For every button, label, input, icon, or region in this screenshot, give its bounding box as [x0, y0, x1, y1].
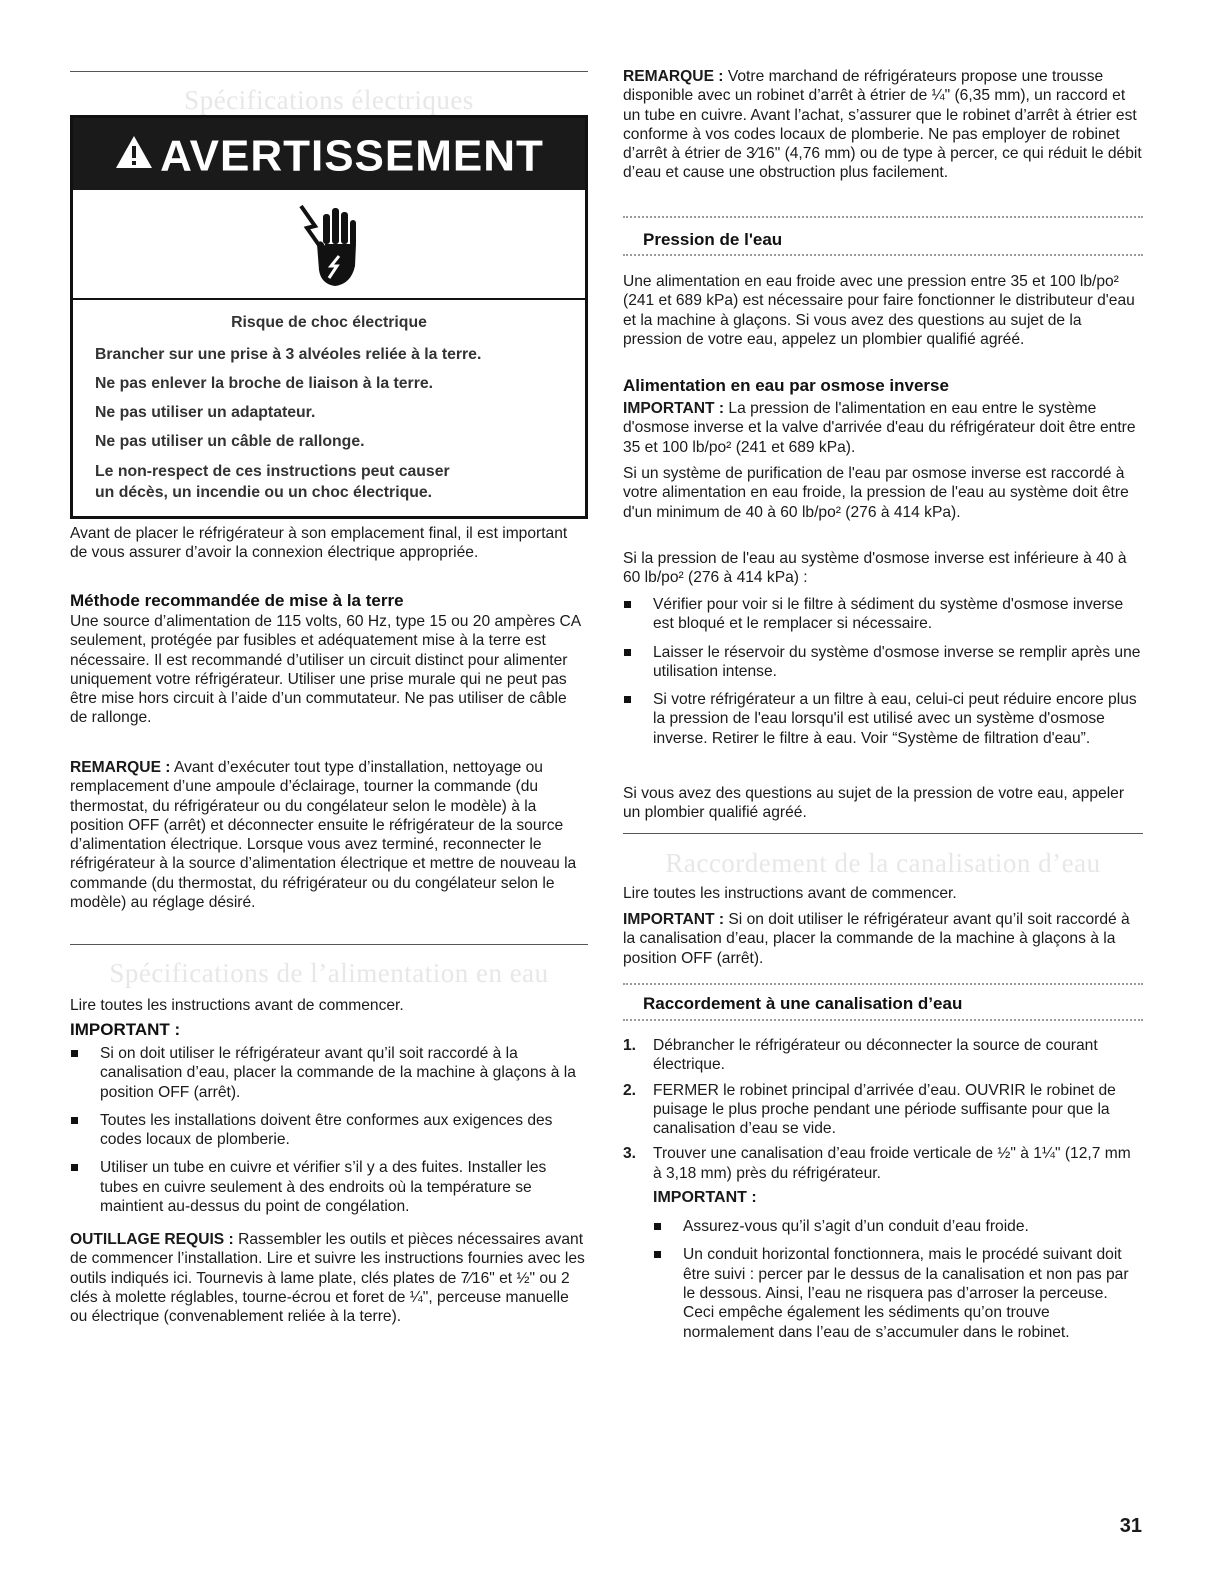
remark-text: Avant d’exécuter tout type d’installation, nettoyage ou remplacement d’une ampoule d’éclairage, tourner la commande (du thermostat, du réfrigérateur ou du congélateur selon le modèle) à la position OFF (arrêt) et déconnecter ensuite le réfrigérateur de la source d’alimentation électrique. Lorsque vous avez terminé, reconnecter le réfrigérateur à la source d’alimentation électrique et mettre de nouveau la commande (du thermostat, du réfrigérateur ou du congélateur selon le modèle) au réglage désiré.: [70, 759, 577, 912]
step3-important-label: IMPORTANT :: [653, 1189, 757, 1207]
list-item: 2. FERMER le robinet principal d’arrivée d’eau. OUVRIR le robinet de puisage le plus proche pendant une période suffisante pour que la canalisation d’eau se vide.: [623, 1081, 1116, 1138]
divider-dotted: [623, 216, 1143, 218]
tools-label: OUTILLAGE REQUIS :: [70, 1231, 234, 1248]
water-pressure-text: Une alimentation en eau froide avec une pression entre 35 et 100 lb/po² (241 et 689 kPa) est nécessaire pour faire fonctionner le distributeur d'eau et la machine à glaçons. Si vous avez des questions au sujet de la pression de votre eau, appelez un plombier qualifié agréé.: [623, 273, 1135, 348]
important-label: IMPORTANT :: [623, 400, 725, 417]
water-pressure-heading: Pression de l'eau: [643, 230, 783, 249]
water-line-read-all: Lire toutes les instructions avant de commencer.: [623, 885, 957, 902]
remark-text: Votre marchand de réfrigérateurs propose une trousse disponible avec un robinet d’arrêt à étrier de ¼" (6,35 mm), un raccord et un tube en cuivre. Avant l’achat, s’assurer que le robinet d’arrêt à étrier est conforme à vos codes locaux de plomberie. Ne pas employer de robinet d’arrêt à étrier de 3⁄16" (4,76 mm) ou de type à percer, ce qui réduit le débit d’eau et cause une obstruction plus facilement.: [623, 68, 1142, 182]
list-item: Utiliser un tube en cuivre et vérifier s’il y a des fuites. Installer les tubes en cuivre seulement à des endroits où la température se maintient au-dessus du point de congélation.: [70, 1158, 588, 1216]
electrical-intro: Avant de placer le réfrigérateur à son emplacement final, il est important de vous assurer d’avoir la connexion électrique appropriée.: [70, 525, 568, 562]
section-rule-water-supply: [70, 944, 588, 945]
electric-shock-hand-icon: [295, 200, 365, 290]
warning-title: AVERTISSEMENT: [160, 131, 544, 181]
water-important-bullets: [70, 1044, 588, 1225]
water-line-important: [623, 910, 1143, 968]
list-item: Laisser le réservoir du système d'osmose inverse se remplir après une utilisation intense.: [623, 643, 1143, 682]
shutoff-valve-remark: [623, 67, 1143, 183]
list-item: 3. Trouver une canalisation d’eau froide verticale de ½" à 1¼" (12,7 mm à 3,18 mm) près du réfrigérateur.: [623, 1145, 1131, 1182]
list-item: 1. Débrancher le réfrigérateur ou déconnecter la source de courant électrique.: [623, 1037, 1098, 1074]
section-title-electrical: Spécifications électriques: [184, 85, 474, 115]
divider-dotted: [623, 983, 1143, 985]
list-item: Si votre réfrigérateur a un filtre à eau, celui-ci peut réduire encore plus la pression de l'eau lorsqu'il est utilisé avec un système d'osmose inverse. Retirer le filtre à eau. Voir “Système de filtration d'eau”.: [623, 690, 1143, 748]
tools-text: Rassembler les outils et pièces nécessaires avant de commencer l’installation. Lire et suivre les instructions fournies avec les outils indiqués ici. Tournevis à lame plate, clés plates de 7⁄16" et ½" ou 2 clés à molette réglables, tourne-écrou et foret de ¼", perceuse manuelle ou électrique (convenablement reliée à la terre).: [70, 1231, 585, 1326]
warning-banner: [73, 118, 585, 190]
reverse-osmosis-paragraph-3: Si la pression de l'eau au système d'osmose inverse est inférieure à 40 à 60 lb/po² (276 à 414 kPa) :: [623, 550, 1127, 587]
divider-dotted: [623, 1019, 1143, 1021]
list-item: Assurez-vous qu’il s’agit d’un conduit d’eau froide.: [653, 1217, 1143, 1236]
list-item: Toutes les installations doivent être conformes aux exigences des codes locaux de plomberie.: [70, 1111, 588, 1150]
grounding-method-heading: Méthode recommandée de mise à la terre: [70, 591, 404, 610]
remark-label: REMARQUE :: [70, 759, 171, 776]
important-text: La pression de l'alimentation en eau entre le système d'osmose inverse et la valve d'arrivée d'eau du réfrigérateur doit être entre 35 et 100 lb/po² (241 et 689 kPa).: [623, 400, 1136, 456]
reverse-osmosis-paragraph-4: Si vous avez des questions au sujet de la pression de votre eau, appeler un plombier qualifié agréé.: [623, 785, 1125, 822]
warning-triangle-icon: [114, 120, 154, 192]
section-rule-top: [70, 71, 588, 72]
water-read-all: Lire toutes les instructions avant de commencer.: [70, 997, 404, 1014]
section-title-water-supply: Spécifications de l’alimentation en eau: [109, 958, 549, 988]
warning-line-ground-outlet: Brancher sur une prise à 3 alvéoles reliée à la terre.: [95, 346, 482, 363]
water-important-label: IMPORTANT :: [70, 1020, 181, 1039]
list-item: Si on doit utiliser le réfrigérateur avant qu’il soit raccordé à la canalisation d’eau, placer la commande de la machine à glaçons à la position OFF (arrêt).: [70, 1044, 588, 1102]
section-title-water-line: Raccordement de la canalisation d’eau: [665, 848, 1101, 878]
electrical-remark: [70, 758, 588, 912]
remark-label: REMARQUE :: [623, 68, 724, 85]
warning-divider: [73, 298, 585, 300]
warning-risk-line: Risque de choc électrique: [231, 314, 427, 331]
section-rule-water-line: [623, 833, 1143, 834]
warning-line-extension: Ne pas utiliser un câble de rallonge.: [95, 433, 365, 450]
important-text: Si on doit utiliser le réfrigérateur avant qu’il soit raccordé à la canalisation d’eau, placer la commande de la machine à glaçons à la position OFF (arrêt).: [623, 911, 1130, 967]
warning-box: [70, 115, 588, 519]
divider-dotted: [623, 254, 1143, 256]
page-number: 31: [1119, 1515, 1142, 1537]
grounding-method-text: Une source d’alimentation de 115 volts, 60 Hz, type 15 ou 20 ampères CA seulement, protégée par fusibles et adéquatement mise à la terre est nécessaire. Il est recommandé d’utiliser un circuit distinct pour alimenter uniquement votre réfrigérateur. Utiliser une prise murale qui ne peut pas être mise hors circuit à l’aide d’un commutateur. Ne pas utiliser de câble de rallonge.: [70, 613, 581, 727]
reverse-osmosis-heading: Alimentation en eau par osmose inverse: [623, 376, 949, 395]
warning-line-adapter: Ne pas utiliser un adaptateur.: [95, 404, 316, 421]
list-item: Un conduit horizontal fonctionnera, mais le procédé suivant doit être suivi : percer par le dessus de la canalisation et non pas par le dessous. Ainsi, l’eau ne risquera pas d’arroser la perceuse. Ceci empêche également les sédiments qu’on trouve normalement dans l’eau de s’accumuler dans le robinet.: [653, 1245, 1143, 1341]
reverse-osmosis-bullets: [623, 595, 1143, 757]
list-item: Vérifier pour voir si le filtre à sédiment du système d'osmose inverse est bloqué et le remplacer si nécessaire.: [623, 595, 1143, 634]
water-line-connect-heading: Raccordement à une canalisation d’eau: [643, 994, 963, 1013]
tools-required: [70, 1230, 588, 1326]
warning-line-consequence-b: un décès, un incendie ou un choc électrique.: [95, 484, 433, 501]
reverse-osmosis-paragraph-2: Si un système de purification de l'eau par osmose inverse est raccordé à votre alimentation en eau froide, la pression de l'eau au système doit être d'un minimum de 40 à 60 lb/po² (276 à 414 kPa).: [623, 465, 1129, 521]
warning-line-consequence-a: Le non-respect de ces instructions peut causer: [95, 463, 450, 480]
connection-steps: [623, 1036, 1143, 1351]
important-label: IMPORTANT :: [623, 911, 725, 928]
reverse-osmosis-important: [623, 399, 1143, 457]
warning-line-ground-prong: Ne pas enlever la broche de liaison à la terre.: [95, 375, 434, 392]
